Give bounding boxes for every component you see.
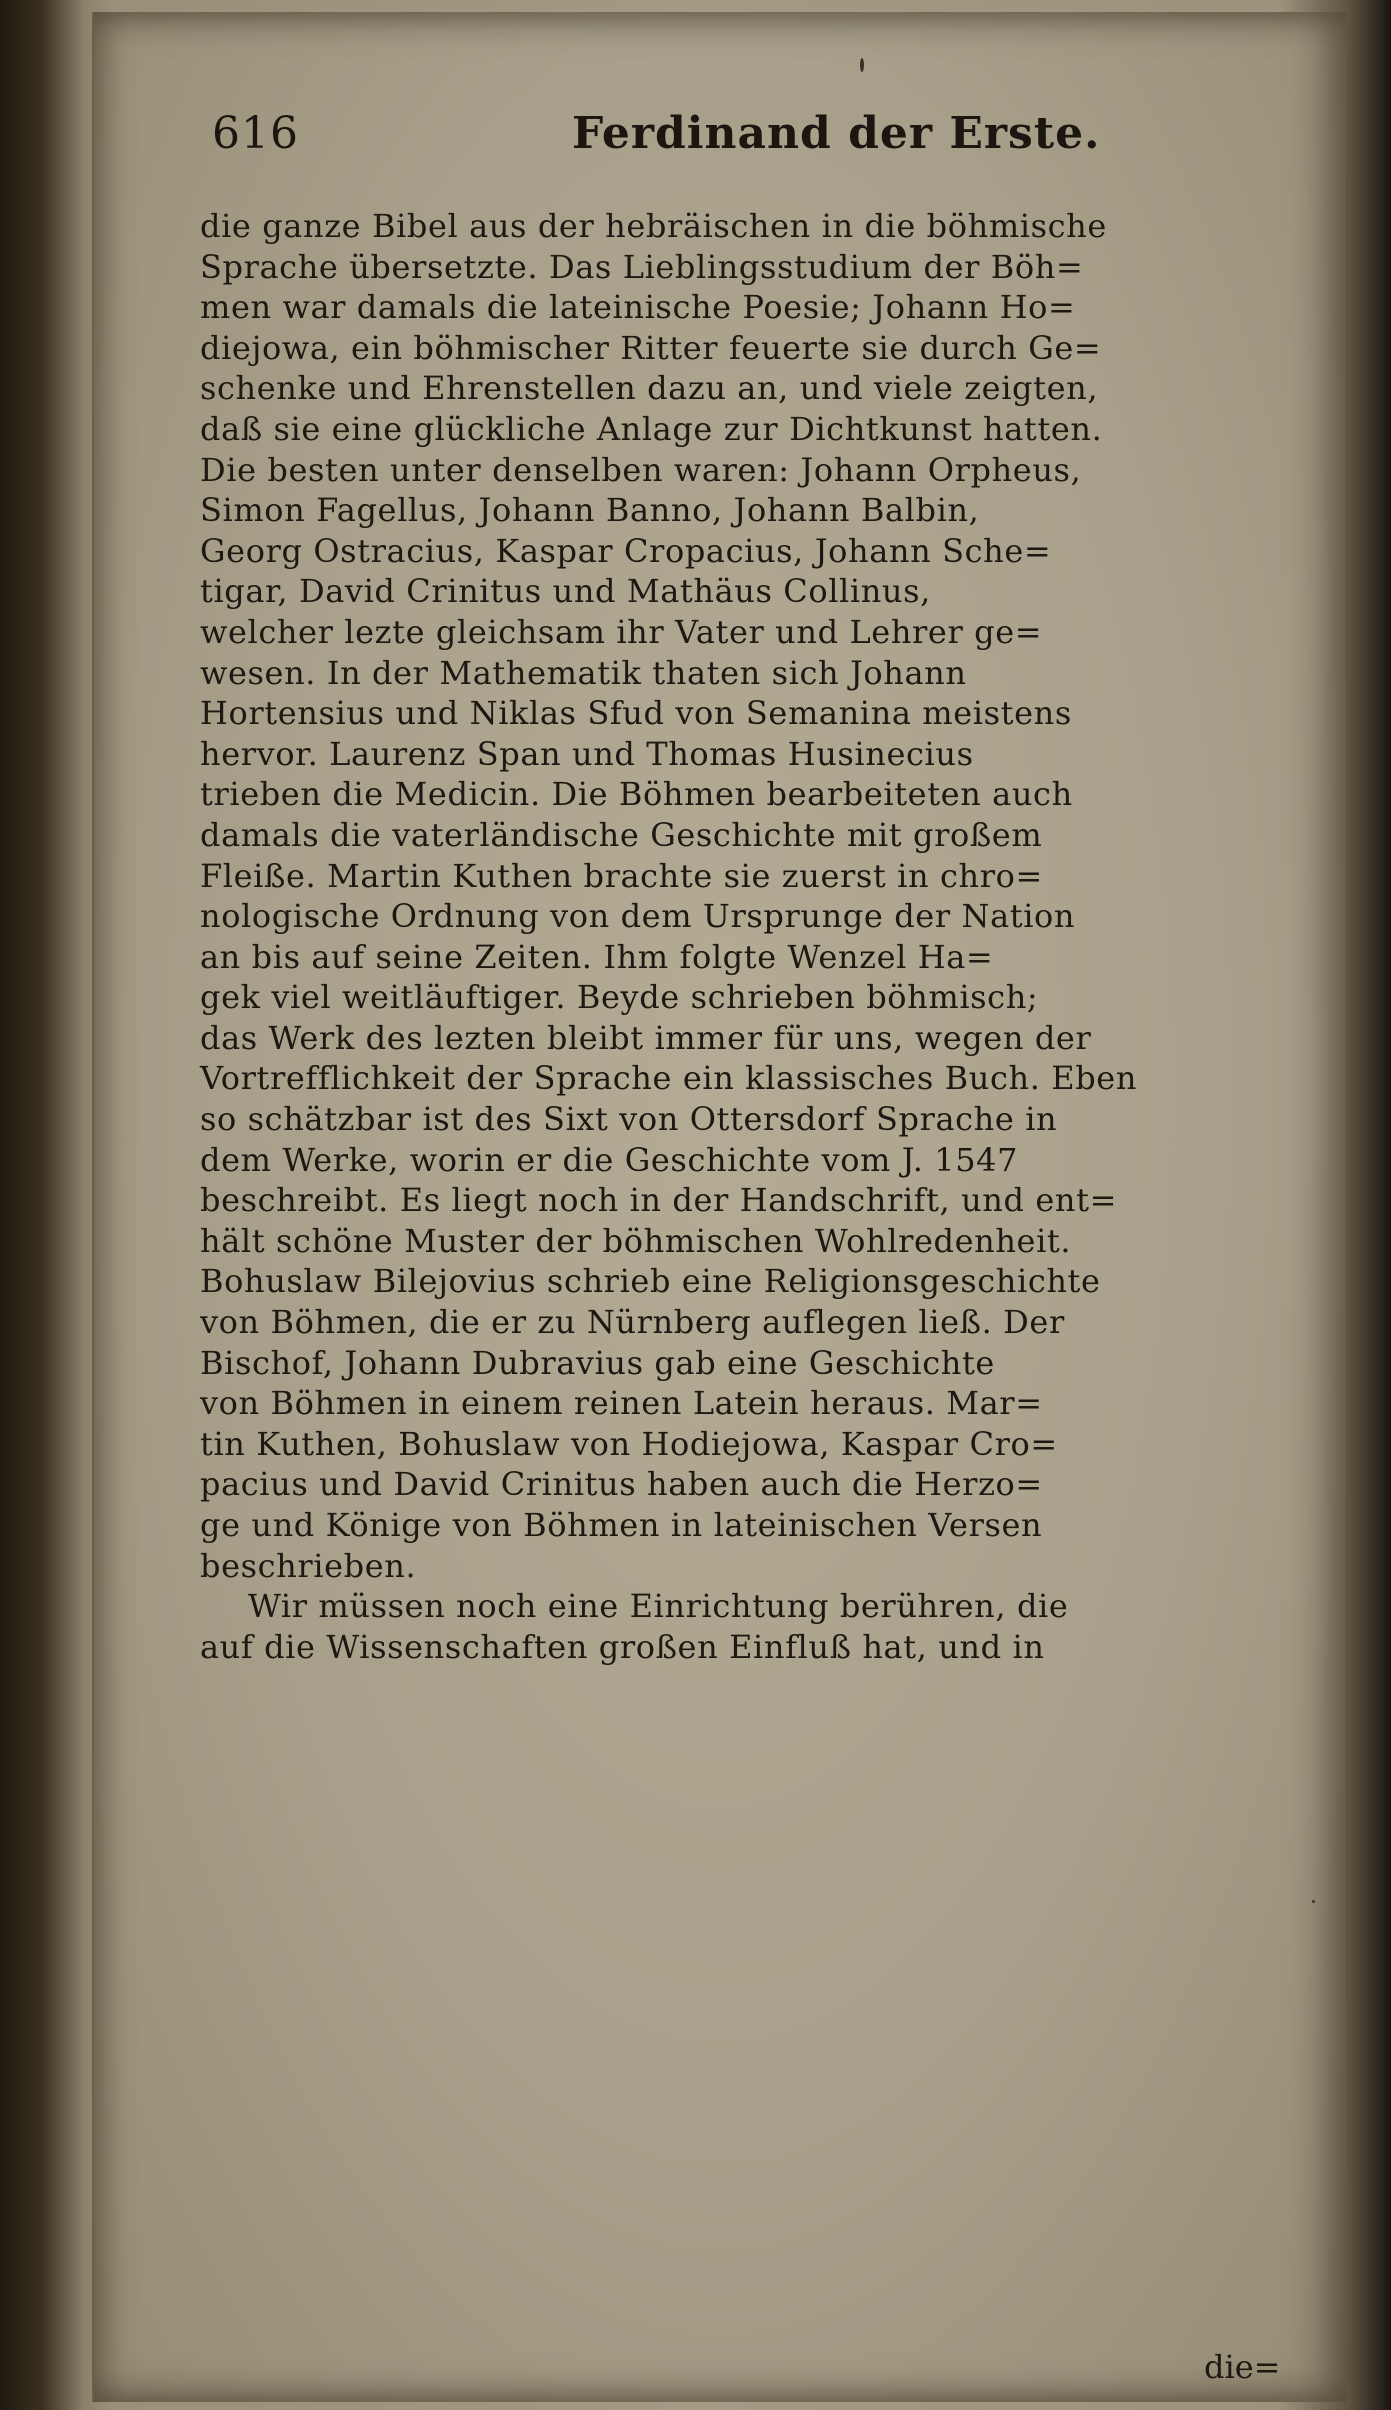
text-line: an bis auf seine Zeiten. Ihm folgte Wenzel Ha=: [200, 937, 994, 976]
text-line: ge und Könige von Böhmen in lateinischen Versen: [200, 1506, 1043, 1544]
text-line: von Böhmen, die er zu Nürnberg auflegen ließ. Der: [200, 1303, 1065, 1342]
text-line: welcher lezte gleichsam ihr Vater und Lehrer ge=: [200, 612, 1043, 651]
text-line: von Böhmen in einem reinen Latein heraus. Mar=: [200, 1384, 1043, 1423]
text-line: beschrieben.: [200, 1546, 417, 1585]
text-line: Simon Fagellus, Johann Banno, Johann Balbin,: [200, 491, 980, 530]
text-line: Bohuslaw Bilejovius schrieb eine Religionsgeschichte: [200, 1262, 1101, 1301]
text-line: auf die Wissenschaften großen Einfluß hat, und in: [200, 1627, 1045, 1666]
text-line: tin Kuthen, Bohuslaw von Hodiejowa, Kaspar Cro=: [200, 1424, 1058, 1463]
text-line: Bischof, Johann Dubravius gab eine Geschichte: [200, 1343, 995, 1382]
text-line: Hortensius und Niklas Sfud von Semanina meistens: [200, 694, 1072, 733]
paragraph-start-line: Wir müssen noch eine Einrichtung berühren, die: [248, 1587, 1069, 1626]
page-number: 616: [212, 108, 299, 159]
text-line: tigar, David Crinitus und Mathäus Collinus,: [200, 572, 931, 611]
running-title: Ferdinand der Erste.: [572, 108, 1101, 159]
text-line: damals die vaterländische Geschichte mit großem: [200, 815, 1043, 854]
text-line: men war damals die lateinische Poesie; Johann Ho=: [200, 288, 1076, 327]
text-line: wesen. In der Mathematik thaten sich Johann: [200, 653, 967, 692]
paper-speck: [1312, 1900, 1315, 1903]
text-line: Die besten unter denselben waren: Johann Orpheus,: [200, 450, 1082, 489]
text-line: hält schöne Muster der böhmischen Wohlredenheit.: [200, 1221, 1072, 1260]
text-line: Sprache übersetzte. Das Lieblingsstudium der Böh=: [200, 247, 1084, 286]
text-line: hervor. Laurenz Span und Thomas Husinecius: [200, 734, 974, 773]
text-line: trieben die Medicin. Die Böhmen bearbeiteten auch: [200, 775, 1073, 814]
text-line: das Werk des lezten bleibt immer für uns, wegen der: [200, 1018, 1092, 1057]
text-line: beschreibt. Es liegt noch in der Handschrift, und ent=: [200, 1181, 1117, 1220]
catchword: die=: [1204, 2348, 1281, 2386]
text-line: schenke und Ehrenstellen dazu an, und viele zeigten,: [200, 369, 1099, 408]
body-text: [200, 206, 1250, 1667]
text-line: Fleiße. Martin Kuthen brachte sie zuerst in chro=: [200, 856, 1043, 895]
text-line: die ganze Bibel aus der hebräischen in die böhmische: [200, 207, 1107, 245]
text-line: daß sie eine glückliche Anlage zur Dichtkunst hatten.: [200, 409, 1103, 448]
text-line: nologische Ordnung von dem Ursprunge der Nation: [200, 897, 1076, 936]
text-line: so schätzbar ist des Sixt von Ottersdorf Sprache in: [200, 1100, 1058, 1139]
page-header: [212, 108, 1252, 178]
text-line: diejowa, ein böhmischer Ritter feuerte sie durch Ge=: [200, 328, 1102, 367]
text-line: dem Werke, worin er die Geschichte vom J. 1547: [200, 1140, 1019, 1179]
text-line: Georg Ostracius, Kaspar Cropacius, Johann Sche=: [200, 531, 1052, 570]
text-line: Vortrefflichkeit der Sprache ein klassisches Buch. Eben: [200, 1059, 1138, 1098]
text-line: pacius und David Crinitus haben auch die Herzo=: [200, 1465, 1043, 1504]
paper-speck: [860, 58, 864, 72]
text-line: gek viel weitläuftiger. Beyde schrieben böhmisch;: [200, 978, 1039, 1017]
